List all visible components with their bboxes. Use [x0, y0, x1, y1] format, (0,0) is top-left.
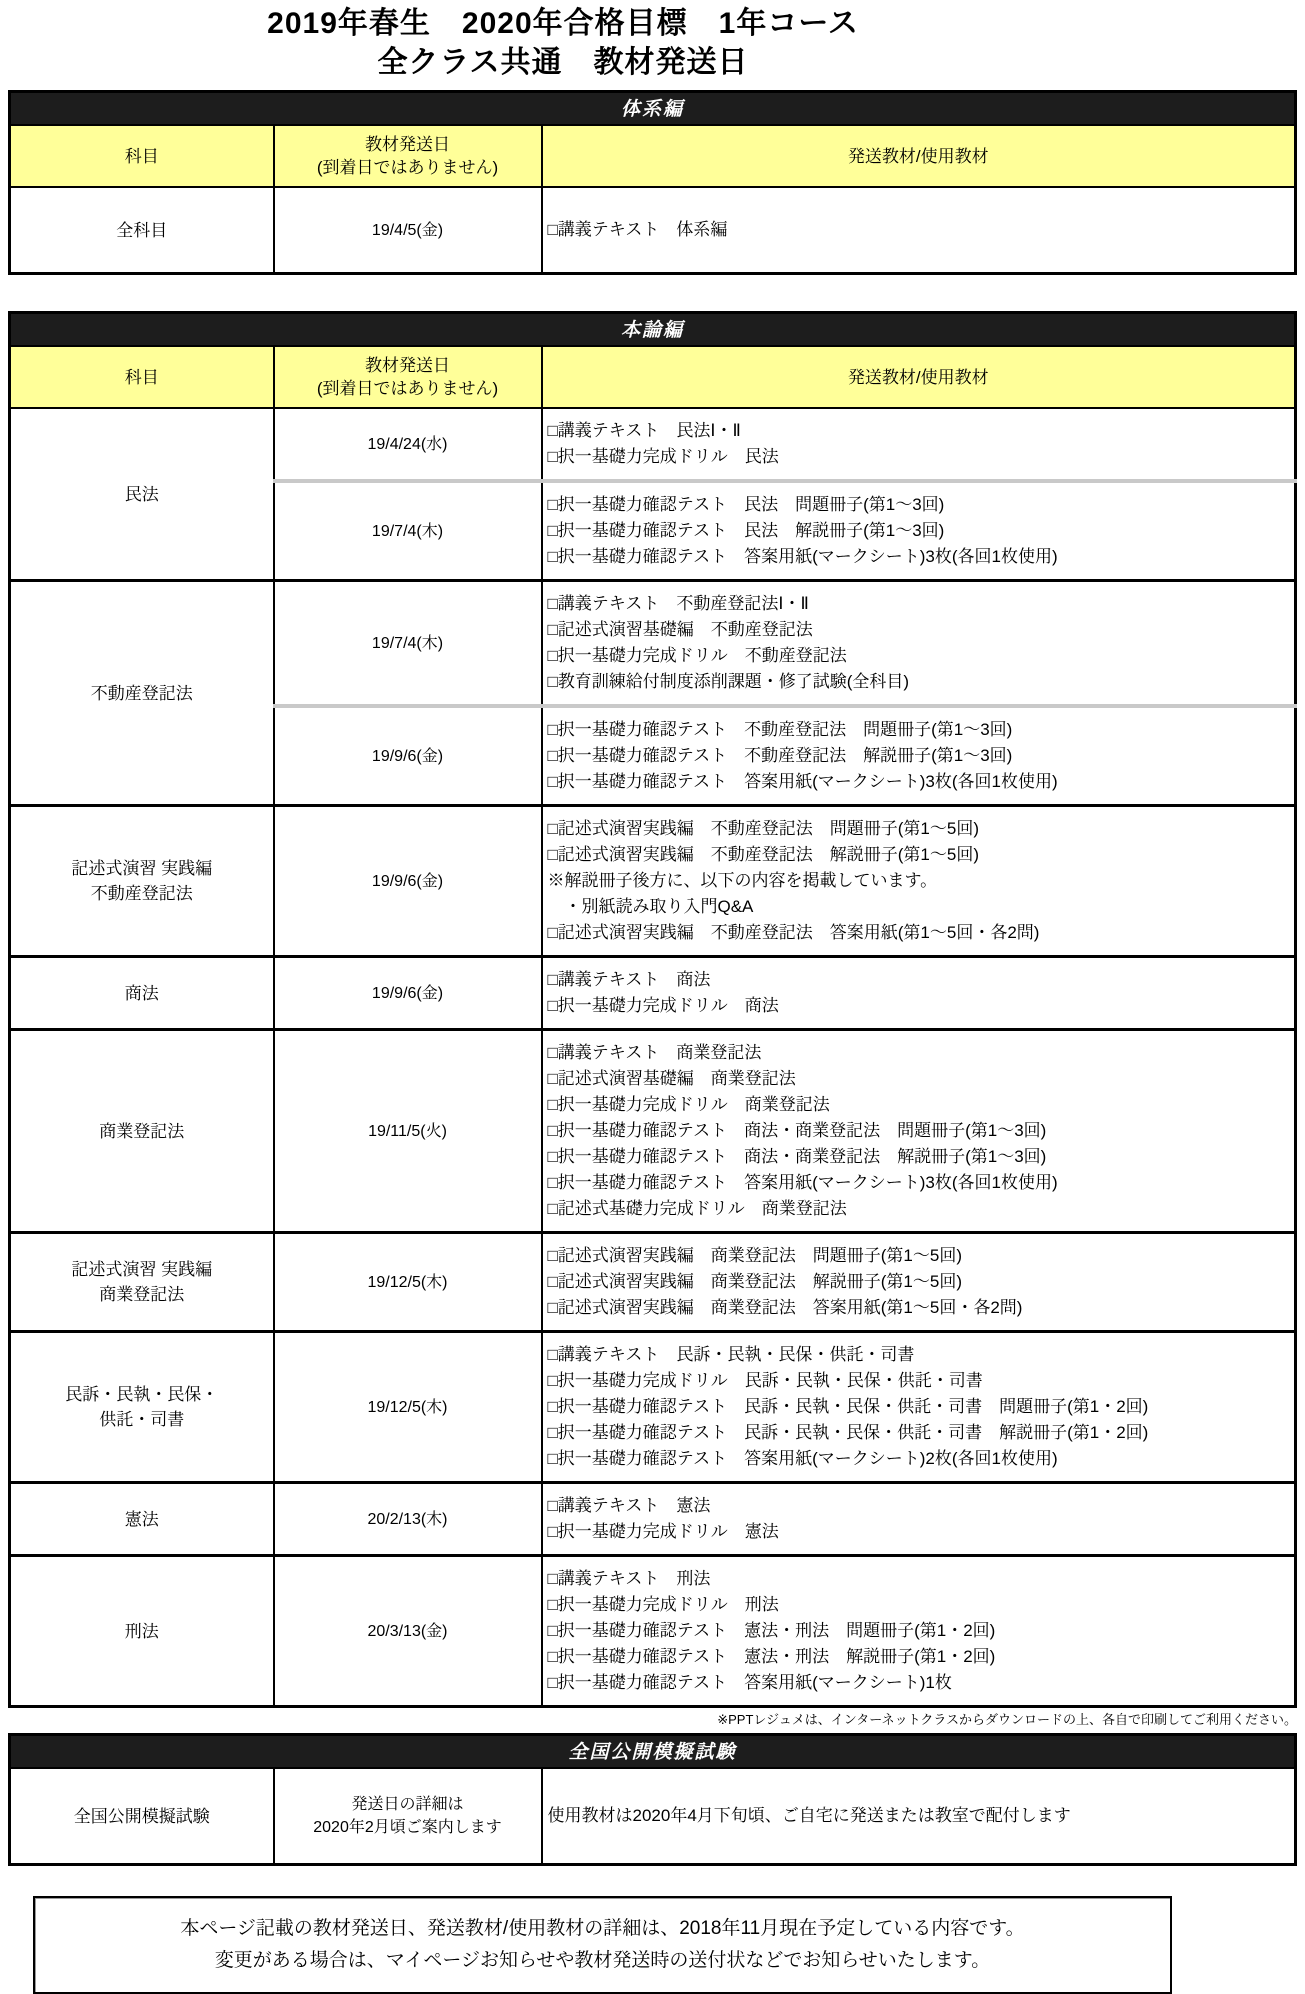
materials-cell: [542, 1483, 1296, 1556]
date-cell: [274, 408, 542, 481]
table-row: [10, 408, 1296, 481]
subject-cell: [10, 408, 274, 581]
materials-cell: [542, 187, 1296, 274]
subject-line: 全科目: [116, 220, 168, 240]
footer-notice-line2: 変更がある場合は、マイページお知らせや教材発送時の送付状などでお知らせいたします。: [214, 1950, 991, 1971]
material-line: □講義テキスト 民法Ⅰ・Ⅱ: [547, 421, 741, 440]
material-line: ※解説冊子後方に、以下の内容を掲載しています。: [547, 871, 938, 890]
subject-line: 不動産登記法: [90, 884, 193, 903]
page-title: [8, 0, 1118, 82]
date-cell: [274, 706, 542, 806]
page-title-line1: 2019年春生 2020年合格目標 1年コース: [267, 7, 859, 40]
material-line: □択一基礎力確認テスト 民訴・民執・民保・供託・司書 解説冊子(第1・2回): [547, 1423, 1149, 1442]
subject-line: 記述式演習 実践編: [71, 859, 213, 878]
material-line: □記述式演習基礎編 不動産登記法: [547, 620, 813, 639]
col-header-date-line2: (到着日ではありません): [316, 379, 499, 398]
subject-line: 不動産登記法: [90, 683, 193, 703]
col-header-subject: 科目: [10, 346, 274, 408]
date-cell: [274, 1483, 542, 1556]
table-row: [10, 1332, 1296, 1483]
material-line: □講義テキスト 不動産登記法Ⅰ・Ⅱ: [547, 594, 809, 613]
date-cell: [274, 1556, 542, 1707]
material-line: □択一基礎力確認テスト 民法 解説冊子(第1～3回): [547, 521, 945, 540]
subject-cell: [10, 1556, 274, 1707]
date-cell: [274, 581, 542, 707]
date-line: 19/11/5(火): [368, 1122, 447, 1140]
subject-cell: [10, 957, 274, 1030]
material-line: □記述式演習実践編 商業登記法 答案用紙(第1～5回・各2問): [547, 1298, 1023, 1317]
subject-line: 商法: [124, 983, 159, 1003]
date-line: 19/9/6(金): [371, 747, 444, 765]
col-header-materials: 発送教材/使用教材: [542, 346, 1296, 408]
date-cell: [274, 187, 542, 274]
column-header-row: [10, 346, 1296, 408]
material-line: □択一基礎力確認テスト 憲法・刑法 解説冊子(第1・2回): [547, 1647, 996, 1666]
materials-cell: [542, 706, 1296, 806]
date-line: 19/4/24(水): [367, 435, 448, 453]
material-line: □記述式演習実践編 商業登記法 問題冊子(第1～5回): [547, 1246, 962, 1265]
materials-cell: [542, 1233, 1296, 1332]
date-line: 19/4/5(金): [371, 221, 444, 239]
date-line: 19/12/5(木): [367, 1273, 448, 1291]
material-line: □講義テキスト 商法: [547, 970, 711, 989]
material-line: □講義テキスト 体系編: [547, 220, 728, 239]
subject-line: 全国公開模擬試験: [73, 1806, 210, 1826]
table-row: [10, 1233, 1296, 1332]
material-line: □択一基礎力確認テスト 商法・商業登記法 問題冊子(第1～3回): [547, 1121, 1047, 1140]
materials-cell: [542, 1556, 1296, 1707]
material-line: □択一基礎力確認テスト 答案用紙(マークシート)3枚(各回1枚使用): [547, 547, 1058, 566]
section-title: 本論編: [10, 313, 1296, 347]
table-row: [10, 1483, 1296, 1556]
date-line: 19/9/6(金): [371, 984, 444, 1002]
materials-cell: [542, 957, 1296, 1030]
materials-cell: [542, 481, 1296, 581]
col-header-materials: 発送教材/使用教材: [542, 125, 1296, 187]
table-row: [10, 1030, 1296, 1233]
date-cell: [274, 1332, 542, 1483]
subject-line: 憲法: [124, 1509, 159, 1529]
col-header-subject: 科目: [10, 125, 274, 187]
footer-notice: [33, 1896, 1172, 1994]
material-line: □講義テキスト 憲法: [547, 1496, 711, 1515]
materials-cell: [542, 408, 1296, 481]
material-line: □記述式基礎力完成ドリル 商業登記法: [547, 1199, 847, 1218]
section-title: 全国公開模擬試験: [10, 1735, 1296, 1769]
col-header-date-line1: 教材発送日: [365, 135, 450, 154]
subject-line: 供託・司書: [99, 1410, 185, 1429]
material-line: ・別紙読み取り入門Q&A: [547, 897, 754, 916]
material-line: □択一基礎力完成ドリル 憲法: [547, 1522, 779, 1541]
material-line: □択一基礎力完成ドリル 商法: [547, 996, 779, 1015]
material-line: 使用教材は2020年4月下旬頃、ご自宅に発送または教室で配付します: [547, 1806, 1071, 1825]
material-line: □択一基礎力完成ドリル 民訴・民執・民保・供託・司書: [547, 1371, 983, 1390]
table-row: [10, 1556, 1296, 1707]
material-line: □択一基礎力確認テスト 答案用紙(マークシート)2枚(各回1枚使用): [547, 1449, 1058, 1468]
date-line: 2020年2月頃ご案内します: [313, 1819, 502, 1836]
subject-line: 民法: [124, 484, 159, 504]
table-row: [10, 187, 1296, 274]
material-line: □講義テキスト 刑法: [547, 1569, 711, 1588]
material-line: □記述式演習実践編 不動産登記法 解説冊子(第1～5回): [547, 845, 979, 864]
material-line: □択一基礎力完成ドリル 商業登記法: [547, 1095, 830, 1114]
subject-cell: [10, 806, 274, 957]
section-title-bar: [10, 1735, 1296, 1769]
section-title-bar: [10, 313, 1296, 347]
date-cell: [274, 806, 542, 957]
materials-cell: [542, 581, 1296, 707]
material-line: □記述式演習実践編 不動産登記法 問題冊子(第1～5回): [547, 819, 979, 838]
material-line: □択一基礎力完成ドリル 民法: [547, 447, 779, 466]
materials-cell: [542, 1332, 1296, 1483]
subject-line: 商業登記法: [99, 1285, 185, 1304]
materials-cell: [542, 1768, 1296, 1865]
date-line: 20/3/13(金): [367, 1622, 448, 1640]
material-line: □記述式演習実践編 商業登記法 解説冊子(第1～5回): [547, 1272, 962, 1291]
subject-cell: [10, 187, 274, 274]
section-table-mogi-shiken: [8, 1733, 1297, 1866]
date-cell: [274, 481, 542, 581]
subject-line: 商業登記法: [99, 1121, 185, 1141]
col-header-date: [274, 346, 542, 408]
subject-cell: [10, 581, 274, 806]
col-header-date-line1: 教材発送日: [365, 356, 450, 375]
date-line: 19/7/4(木): [371, 522, 444, 540]
page-title-line2: 全クラス共通 教材発送日: [377, 46, 749, 79]
column-header-row: [10, 125, 1296, 187]
material-line: □択一基礎力確認テスト 商法・商業登記法 解説冊子(第1～3回): [547, 1147, 1047, 1166]
col-header-date: [274, 125, 542, 187]
section-table-honronhen: [8, 311, 1297, 1708]
section-title-bar: [10, 92, 1296, 126]
date-cell: [274, 1030, 542, 1233]
subject-line: 刑法: [124, 1621, 159, 1641]
material-line: □択一基礎力確認テスト 答案用紙(マークシート)1枚: [547, 1673, 952, 1692]
material-line: □講義テキスト 商業登記法: [547, 1043, 762, 1062]
material-line: □択一基礎力確認テスト 不動産登記法 解説冊子(第1～3回): [547, 746, 1013, 765]
date-cell: [274, 1768, 542, 1865]
date-line: 20/2/13(木): [367, 1510, 448, 1528]
material-line: □択一基礎力確認テスト 答案用紙(マークシート)3枚(各回1枚使用): [547, 772, 1058, 791]
material-line: □択一基礎力確認テスト 民法 問題冊子(第1～3回): [547, 495, 945, 514]
date-line: 19/7/4(木): [371, 634, 444, 652]
date-line: 19/12/5(木): [367, 1398, 448, 1416]
subject-cell: [10, 1233, 274, 1332]
section-title: 体系編: [10, 92, 1296, 126]
date-line: 19/9/6(金): [371, 872, 444, 890]
material-line: □記述式演習基礎編 商業登記法: [547, 1069, 796, 1088]
material-line: □択一基礎力確認テスト 憲法・刑法 問題冊子(第1・2回): [547, 1621, 996, 1640]
materials-cell: [542, 1030, 1296, 1233]
materials-cell: [542, 806, 1296, 957]
footer-notice-line1: 本ページ記載の教材発送日、発送教材/使用教材の詳細は、2018年11月現在予定している内容です。: [180, 1918, 1025, 1939]
subject-line: 記述式演習 実践編: [71, 1260, 213, 1279]
material-line: □講義テキスト 民訴・民執・民保・供託・司書: [547, 1345, 915, 1364]
section-table-taikeihen: [8, 90, 1297, 275]
material-line: □択一基礎力完成ドリル 刑法: [547, 1595, 779, 1614]
table-row: [10, 581, 1296, 707]
material-line: □教育訓練給付制度添削課題・修了試験(全科目): [547, 672, 910, 691]
date-cell: [274, 1233, 542, 1332]
table-row: [10, 1768, 1296, 1865]
col-header-date-line2: (到着日ではありません): [316, 158, 499, 177]
subject-cell: [10, 1030, 274, 1233]
date-cell: [274, 957, 542, 1030]
material-line: □択一基礎力確認テスト 不動産登記法 問題冊子(第1～3回): [547, 720, 1013, 739]
subject-cell: [10, 1332, 274, 1483]
material-line: □択一基礎力確認テスト 民訴・民執・民保・供託・司書 問題冊子(第1・2回): [547, 1397, 1149, 1416]
subject-line: 民訴・民執・民保・: [65, 1385, 219, 1404]
material-line: □記述式演習実践編 不動産登記法 答案用紙(第1～5回・各2問): [547, 923, 1040, 942]
ppt-note: ※PPTレジュメは、インターネットクラスからダウンロードの上、各自で印刷してご利用ください。: [717, 1712, 1297, 1727]
material-line: □択一基礎力完成ドリル 不動産登記法: [547, 646, 847, 665]
material-line: □択一基礎力確認テスト 答案用紙(マークシート)3枚(各回1枚使用): [547, 1173, 1058, 1192]
spacer: [8, 275, 1297, 311]
date-line: 発送日の詳細は: [351, 1796, 464, 1813]
table-row: [10, 957, 1296, 1030]
table-row: [10, 806, 1296, 957]
subject-cell: [10, 1483, 274, 1556]
subject-cell: [10, 1768, 274, 1865]
